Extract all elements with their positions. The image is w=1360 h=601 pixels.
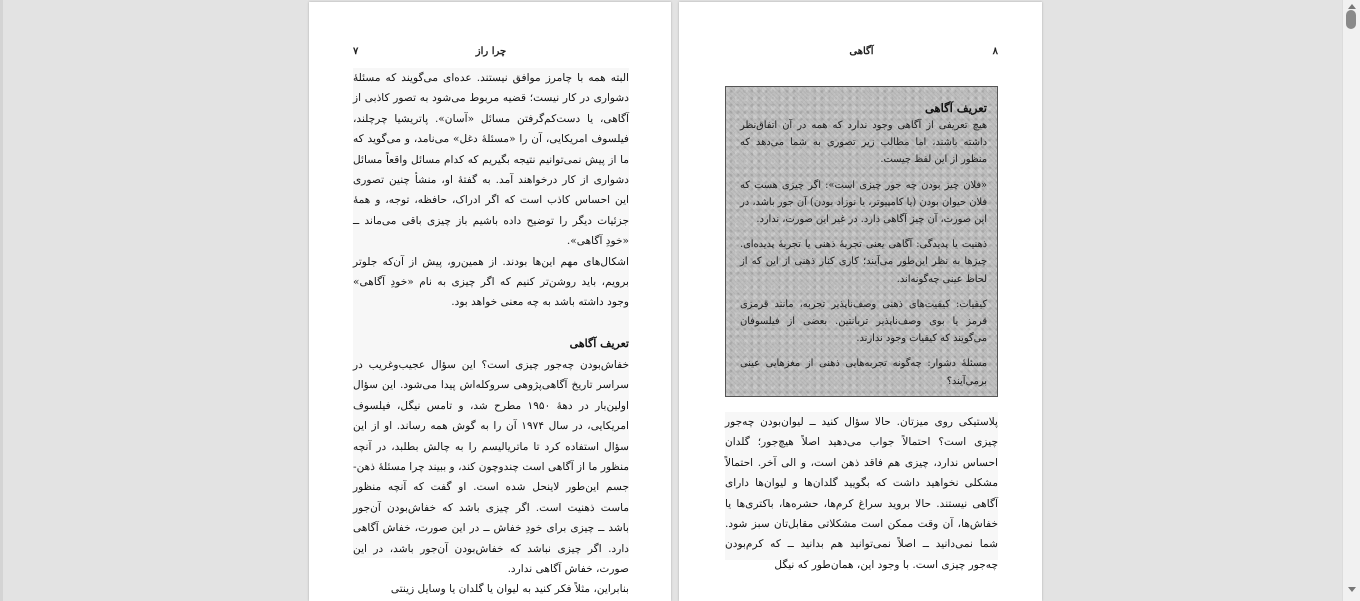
paragraph: البته همه با چامرز موافق نیستند. عده‌ای می‌گویند که مسئلهٔ دشواری در کار نیست؛ قضیه مربوط می‌شود به تصور کاذبی از آگاهی، یا دست‌کم‌گرفتن مسائل «آسان». پاتریشیا چرچلند، فیلسوف امریکایی، آن را «مسئلهٔ دغل» می‌نامد، و می‌گوید که ما از پیش نمی‌توانیم نتیجه بگیریم که کدام مسائل واقعاً مسائل دشواری از کار درخواهند آمد. به گفتهٔ او، منشأ چنین تصوری این احساس کاذب است که اگر ادراک، حافظه، توجه، و همهٔ جزئیات دیگر را توضیح داده باشیم باز چیزی باقی می‌ماند ــ «خودِ آگاهی». bbox=[353, 72, 629, 248]
running-title: چرا راز bbox=[475, 46, 507, 57]
page-7 bbox=[309, 2, 671, 601]
scanned-text-area bbox=[353, 68, 629, 596]
page-body bbox=[353, 68, 629, 600]
running-title: آگاهی bbox=[849, 46, 874, 57]
box-paragraph: مسئلهٔ دشوار: چه‌گونه تجربه‌هایی ذهنی از مغزهایی عینی برمی‌آیند؟ bbox=[740, 358, 987, 387]
scroll-up-arrow-icon[interactable] bbox=[1348, 4, 1356, 9]
paragraph: پلاستیکی روی میزتان. حالا سؤال کنید ــ لیوان‌بودن چه‌جور چیزی است؟ احتمالاً جواب می‌دهید اصلاً هیچ‌جور؛ گلدان احساس ندارد، چیزی هم فاقد ذهن است، و الی آخر. احتمالاً مشکلی نخواهید داشت که بگویید گلدان‌ها و لیوان‌ها دارای آگاهی نیستند. حالا بروید سراغ کرم‌ها، حشره‌ها، باکتری‌ها یا خفاش‌ها، آن وقت ممکن است مشکلاتی مقابل‌تان سبز شود. شما نمی‌دانید ــ اصلاً نمی‌توانید هم بدانید ــ که کرم‌بودن چه‌جور چیزی است. با وجود این، همان‌طور که نیگل bbox=[725, 416, 998, 571]
page-header bbox=[725, 46, 998, 62]
box-paragraph: هیچ تعریفی از آگاهی وجود ندارد که همه در آن اتفاق‌نظر داشته باشند، اما مطالب زیر تصوری به شما می‌دهد که منظور از این لفظ چیست. bbox=[740, 120, 987, 166]
scroll-down-arrow-icon[interactable] bbox=[1348, 587, 1356, 592]
section-heading: تعریف آگاهی bbox=[569, 336, 629, 350]
definition-box bbox=[725, 86, 998, 397]
page-number: ۸ bbox=[992, 46, 998, 57]
page-body bbox=[725, 412, 998, 575]
box-heading: تعریف آگاهی bbox=[924, 101, 987, 115]
vertical-scrollbar[interactable] bbox=[1342, 0, 1360, 601]
box-paragraph: «فلان چیز بودن چه جور چیزی است»: اگر چیزی هست که فلان حیوان بودن (یا کامپیوتر، یا نوزاد بودن) آن جور باشد، در این صورت، آن چیز آگاهی دارد. در غیر این صورت، ندارد. bbox=[740, 179, 987, 226]
paragraph: خفاش‌بودن چه‌جور چیزی است؟ این سؤال عجیب‌وغریب در سراسر تاریخ آگاهی‌پژوهی سروکله‌اش پیدا می‌شود. این سؤال اولین‌بار در دههٔ ۱۹۵۰ مطرح شد، و تامس نیگل، فیلسوف امریکایی، در سال ۱۹۷۴ آن را به گوش همه رساند. او از این سؤال استفاده کرد تا ماتریالیسم را به چالش بطلبد، در آنچه منظور ما از آگاهی است چندوچون کند، و ببیند چرا مسئلهٔ ذهن-جسم این‌طور لاینحل شده است. او گفت که آنچه منظور ماست ذهنیت است. اگر چیزی باشد که خفاش‌بودن آن‌جور باشد ــ چیزی برای خودِ خفاش ــ در این صورت، خفاش آگاهی دارد. اگر چیزی نباشد که خفاش‌بودن آن‌جور باشد، در این صورت، خفاش آگاهی ندارد. bbox=[353, 358, 629, 575]
box-paragraph: ذهنیت یا پدیدگی: آگاهی یعنی تجربهٔ ذهنی یا تجربهٔ پدیده‌ای. چیزها به نظر این‌طور می‌آیند؛ کاری کنار ذهنی از این که از لحاظ عینی چه‌گونه‌اند. bbox=[740, 239, 987, 285]
scanned-text-area bbox=[725, 412, 998, 571]
box-paragraph: کیفیات: کیفیت‌های ذهنی وصف‌ناپذیر تجربه، مانند قرمزی قرمز یا بوی وصف‌ناپذیر تربانتین. بعضی از فیلسوفان می‌گویند که کیفیات وجود ندارند. bbox=[740, 298, 987, 345]
page-number: ۷ bbox=[353, 46, 359, 57]
page-8 bbox=[679, 2, 1042, 601]
paragraph: بنابراین، مثلاً فکر کنید به لیوان یا گلدان یا وسایل زینتی bbox=[390, 583, 629, 596]
paragraph: اشکال‌های مهم این‌ها بودند. از همین‌رو، پیش از آن‌که جلوتر برویم، باید روشن‌تر کنیم که اگر چیزی به نام «خودِ آگاهی» وجود داشته باشد به چه معنی خواهد بود. bbox=[353, 255, 629, 309]
scrollbar-thumb[interactable] bbox=[1346, 10, 1356, 29]
page-header bbox=[353, 46, 629, 62]
